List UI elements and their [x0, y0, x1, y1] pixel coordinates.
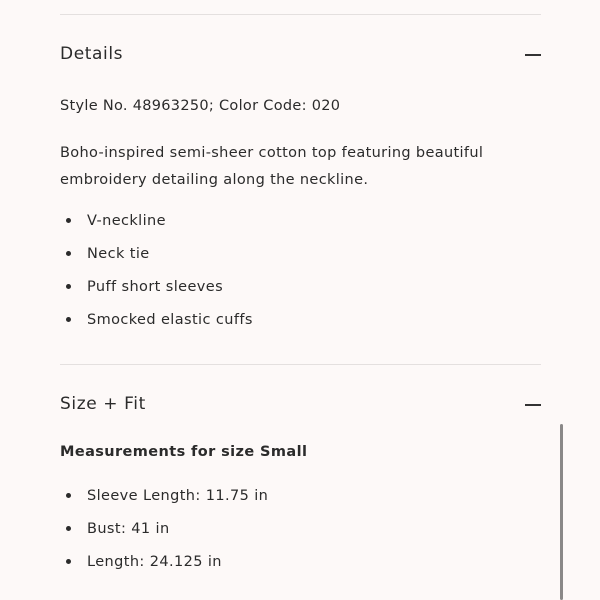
measurement-text: Length: 24.125 in [87, 554, 222, 570]
top-divider [60, 14, 541, 15]
list-item [60, 243, 530, 276]
bullet-icon [66, 317, 71, 322]
list-item [60, 485, 530, 518]
size-fit-title: Size + Fit [60, 394, 146, 414]
measurements-heading: Measurements for size Small [60, 444, 308, 460]
feature-list [60, 210, 530, 342]
measurement-list [60, 485, 530, 584]
list-item [60, 309, 530, 342]
list-item [60, 210, 530, 243]
feature-text: V-neckline [87, 213, 166, 229]
product-description: Boho-inspired semi-sheer cotton top featuring beautiful embroidery detailing along the neckline. [60, 145, 484, 188]
section-divider [60, 364, 541, 365]
details-minus-icon[interactable] [525, 46, 541, 62]
feature-text: Smocked elastic cuffs [87, 312, 253, 328]
details-title: Details [60, 44, 124, 64]
list-item [60, 518, 530, 551]
bullet-icon [66, 526, 71, 531]
feature-text: Neck tie [87, 246, 150, 262]
style-number: Style No. 48963250; Color Code: 020 [60, 98, 341, 114]
size-fit-minus-icon[interactable] [525, 396, 541, 412]
feature-text: Puff short sleeves [87, 279, 224, 295]
bullet-icon [66, 284, 71, 289]
measurement-text: Sleeve Length: 11.75 in [87, 488, 269, 504]
scrollbar-thumb[interactable] [560, 424, 563, 600]
size-fit-accordion-header[interactable] [60, 390, 541, 420]
list-item [60, 551, 530, 584]
measurement-text: Bust: 41 in [87, 521, 170, 537]
bullet-icon [66, 493, 71, 498]
bullet-icon [66, 559, 71, 564]
details-accordion-header[interactable] [60, 40, 541, 70]
bullet-icon [66, 251, 71, 256]
bullet-icon [66, 218, 71, 223]
list-item [60, 276, 530, 309]
